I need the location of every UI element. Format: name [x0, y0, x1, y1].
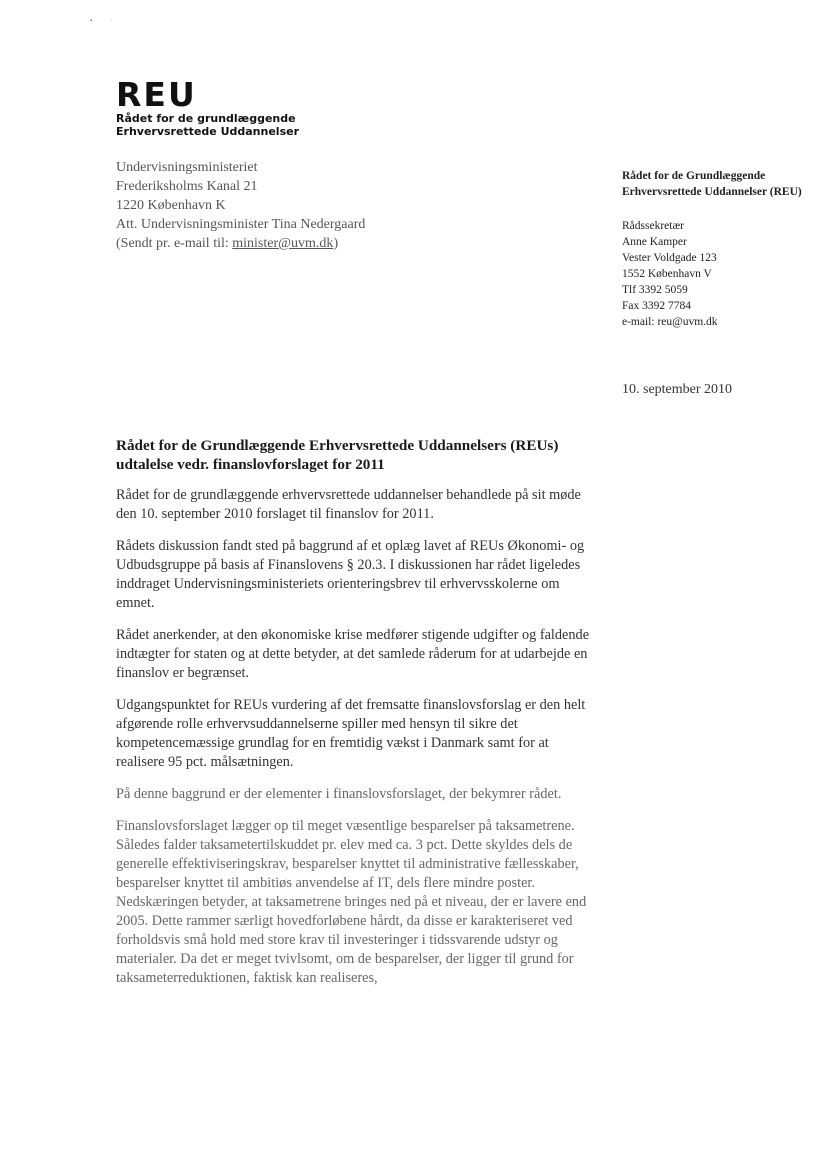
sender-line: Fax 3392 7784	[622, 300, 691, 312]
sender-block	[622, 168, 802, 330]
recipient-note-prefix: (Sendt pr. e-mail til:	[116, 236, 233, 251]
body-paragraph: Rådet anerkender, at den økonomiske krise medfører stigende udgifter og faldende indtægter for staten og at dette betyder, at det samlede råderum for at udarbejde en finanslov er begrænset.	[116, 627, 590, 681]
body-paragraph: Finanslovsforslaget lægger op til meget væsentlige besparelser på taksametrene. Således falder taksametertilskuddet pr. elev med ca. 3 pct. Dette skyldes dels de generelle effektiviseringskrav, besparelser knyttet til administrative fællesskaber, besparelser knyttet til ambitiøs anvendelse af IT, dels flere mindre poster. Nedskæringen betyder, at taksametrene bringes ned på et niveau, der er lavere end 2005. Dette rammer særligt hovedforløbene hårdt, da disse er karakteriseret ved forholdsvis små hold med store krav til investeringer i tidssvarende udstyr og materialer. Da det er meget tvivlsomt, om de besparelser, der ligger til grund for taksameterreduktionen, faktisk kan realiseres,	[116, 818, 587, 986]
body-paragraph: På denne baggrund er der elementer i finanslovsforslaget, der bekymrer rådet.	[116, 786, 562, 802]
sender-line: Tlf 3392 5059	[622, 284, 688, 296]
sender-email: e-mail: reu@uvm.dk	[622, 316, 718, 328]
sender-line: Rådssekretær	[622, 220, 684, 232]
recipient-line: Frederiksholms Kanal 21	[116, 179, 258, 194]
letter-date: 10. september 2010	[622, 382, 733, 397]
recipient-note	[116, 234, 476, 253]
recipient-note-suffix: )	[333, 236, 339, 251]
recipient-email-link[interactable]: minister@uvm.dk	[232, 236, 334, 251]
recipient-line: Undervisningsministeriet	[116, 160, 258, 175]
logo-mark: REU	[116, 75, 197, 114]
letter-body	[116, 436, 596, 1001]
recipient-line: Att. Undervisningsminister Tina Nedergaard	[116, 217, 366, 232]
body-paragraph: Rådet for de grundlæggende erhvervsrettede uddannelser behandlede på sit møde den 10. september 2010 forslaget til finanslov for 2011.	[116, 487, 581, 522]
body-paragraph: Rådets diskussion fandt sted på baggrund af et oplæg lavet af REUs Økonomi- og Udbudsgruppe på basis af Finanslovens § 20.3. I diskussionen har rådet ligeledes inddraget Undervisningsministeriets orienteringsbrev til erhvervsskolerne om emnet.	[116, 538, 585, 611]
recipient-line: 1220 København K	[116, 198, 226, 213]
logo-subtitle-line-2: Erhvervsrettede Uddannelser	[116, 125, 299, 138]
recipient-address	[116, 158, 476, 253]
sender-organisation: Rådet for de Grundlæggende Erhvervsrettede Uddannelser (REU)	[622, 170, 802, 198]
reu-logo	[116, 75, 436, 138]
sender-line: Anne Kamper	[622, 236, 687, 248]
body-paragraph: Udgangspunktet for REUs vurdering af det fremsatte finanslovsforslag er den helt afgørende rolle erhvervsuddannelserne spiller med hensyn til sikre det kompetencemæssige grundlag for en fremtidig vækst i Danmark samt for at realisere 95 pct. målsætningen.	[116, 697, 586, 770]
letter-title: Rådet for de Grundlæggende Erhvervsrettede Uddannelsers (REUs) udtalelse vedr. finanslovforslaget for 2011	[116, 437, 559, 473]
scan-specks: ▪ ·	[90, 18, 113, 24]
logo-subtitle-line-1: Rådet for de grundlæggende	[116, 112, 296, 125]
sender-line: Vester Voldgade 123	[622, 252, 717, 264]
sender-line: 1552 København V	[622, 268, 712, 280]
